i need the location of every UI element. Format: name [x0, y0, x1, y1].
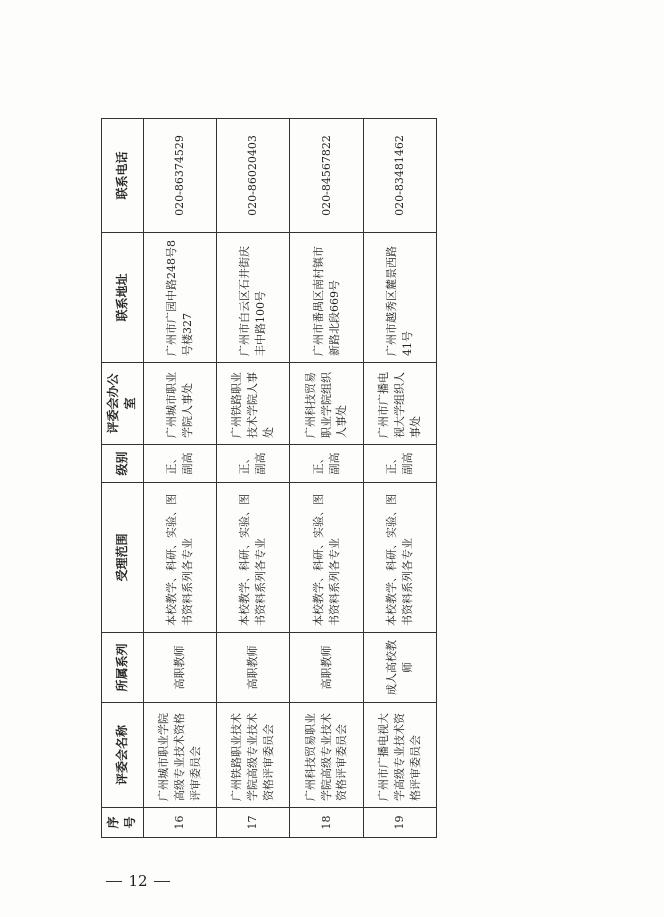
cell-level: 正、副高	[290, 445, 363, 483]
cell-level: 正、副高	[363, 445, 436, 483]
table-row	[143, 119, 216, 838]
header-level: 级别	[102, 445, 144, 483]
cell-address: 广州市越秀区麓景西路41号	[363, 233, 436, 363]
cell-committee-name: 广州铁路职业技术学院高级专业技术资格评审委员会	[217, 703, 290, 808]
cell-index: 18	[290, 808, 363, 838]
cell-level: 正、副高	[143, 445, 216, 483]
page-footer	[103, 871, 173, 891]
page-number: 12	[128, 872, 148, 890]
header-committee-name: 评委会名称	[102, 703, 144, 808]
cell-index: 19	[363, 808, 436, 838]
cell-phone: 020-86020403	[217, 119, 290, 233]
cell-scope: 本校教学、科研、实验、图书资料系列各专业	[290, 483, 363, 633]
committee-table	[101, 118, 437, 838]
cell-series: 高职教师	[217, 633, 290, 703]
cell-office: 广州市广播电视大学组织人事处	[363, 363, 436, 445]
cell-series: 高职教师	[290, 633, 363, 703]
cell-scope: 本校教学、科研、实验、图书资料系列各专业	[363, 483, 436, 633]
header-phone: 联系电话	[102, 119, 144, 233]
cell-scope: 本校教学、科研、实验、图书资料系列各专业	[217, 483, 290, 633]
cell-series: 高职教师	[143, 633, 216, 703]
rotated-table-container	[101, 119, 437, 838]
cell-phone: 020-83481462	[363, 119, 436, 233]
table-row	[217, 119, 290, 838]
header-office: 评委会办公室	[102, 363, 144, 445]
table-row	[290, 119, 363, 838]
footer-dash-right	[154, 881, 170, 882]
header-index: 序号	[102, 808, 144, 838]
cell-phone: 020-86374529	[143, 119, 216, 233]
cell-phone: 020-84567822	[290, 119, 363, 233]
cell-office: 广州城市职业学院人事处	[143, 363, 216, 445]
cell-scope: 本校教学、科研、实验、图书资料系列各专业	[143, 483, 216, 633]
cell-level: 正、副高	[217, 445, 290, 483]
cell-address: 广州市广园中路248号8号楼327	[143, 233, 216, 363]
cell-address: 广州市番禺区南村镇市新路北段669号	[290, 233, 363, 363]
cell-index: 17	[217, 808, 290, 838]
table-header-row	[102, 119, 144, 838]
table-row	[363, 119, 436, 838]
cell-office: 广州科技贸易职业学院组织人事处	[290, 363, 363, 445]
cell-office: 广州铁路职业技术学院人事处	[217, 363, 290, 445]
cell-address: 广州市白云区石井街庆丰中路100号	[217, 233, 290, 363]
cell-index: 16	[143, 808, 216, 838]
header-address: 联系地址	[102, 233, 144, 363]
footer-dash-left	[106, 881, 122, 882]
cell-committee-name: 广州市广播电视大学高级专业技术资格评审委员会	[363, 703, 436, 808]
cell-series: 成人高校教师	[363, 633, 436, 703]
cell-committee-name: 广州科技贸易职业学院高级专业技术资格评审委员会	[290, 703, 363, 808]
cell-committee-name: 广州城市职业学院高级专业技术资格评审委员会	[143, 703, 216, 808]
header-series: 所属系列	[102, 633, 144, 703]
header-scope: 受理范围	[102, 483, 144, 633]
